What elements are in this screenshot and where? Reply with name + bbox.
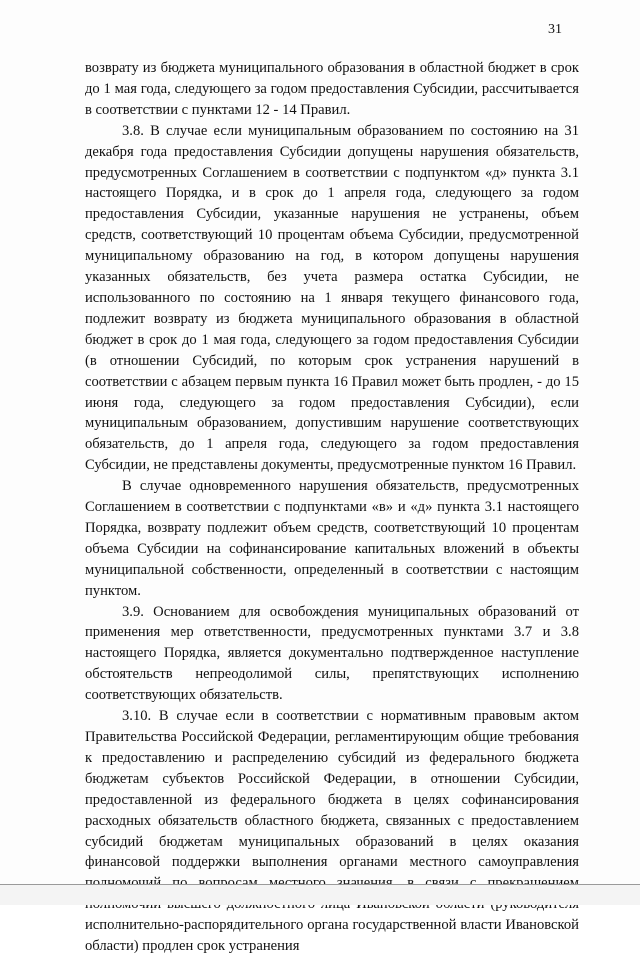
paragraph-3-10: 3.10. В случае если в соответствии с нормативным правовым актом Правительства Российской Федерации, регламентирующим общие требования к предоставлению и распределению субсидий из федерального бюджета бюджетам субъектов Российской Федерации, в отношении Субсидии, предоставленной из федерального бюджета в целях софинансирования расходных обязательств областного бюджета, связанных с предоставлением субсидий бюджетам муниципальных образований в целях оказания финансовой поддержки выполнения органами местного самоуправления исполнительно-распорядительного органа государственной власти Ивановской области) продлен срок устранения [85, 708, 579, 955]
document-body [85, 58, 579, 957]
paragraph-3-8-simultaneous: В случае одновременного нарушения обязательств, предусмотренных Соглашением в соответствии с подпунктами «в» и «д» пункта 3.1 настоящего Порядка, возврату подлежит объем средств, соответствующий 10 процентам объема Субсидии на софинансирование капитальных вложений в объекты муниципальной собственности, определенный в соответствии с настоящим пунктом. [85, 478, 579, 599]
scan-bottom-margin [0, 885, 640, 905]
paragraph-3-9: 3.9. Основанием для освобождения муниципальных образований от применения мер ответственности, предусмотренных пунктами 3.7 и 3.8 настоящего Порядка, является документально подтвержденное наступление обстоятельств непреодолимой силы, препятствующих исполнению соответствующих обязательств. [85, 603, 579, 704]
paragraph-continuation: возврату из бюджета муниципального образования в областной бюджет в срок до 1 мая года, следующего за годом предоставления Субсидии, рассчитывается в соответствии с пунктами 12 - 14 Правил. [85, 60, 579, 118]
page-number: 31 [548, 22, 562, 37]
paragraph-3-8: 3.8. В случае если муниципальным образованием по состоянию на 31 декабря года предоставления Субсидии допущены нарушения обязательств, предусмотренных Соглашением в соответствии с подпунктом «д» пункта 3.1 настоящего Порядка, и в срок до 1 апреля года, следующего за годом предоставления Субсидии, указанные нарушения не устранены, объем средств, соответствующий 10 процентам объема Субсидии, предусмотренной муниципальному образованию на год, в котором допущены нарушения указанных обязательств, без учета размера остатка Субсидии, не использованного по состоянию на 1 января текущего финансового года, подлежит возврату из бюджета муниципального образования в областной бюджет в срок до 1 мая года, следующего за годом предоставления Субсидии (в отношении Субсидий, по которым срок устранения нарушений в соответствии с абзацем первым пункта 16 Правил может быть продлен, - до 15 июня года, следующего за годом предоставления Субсидии), если муниципальным образованием, допустившим нарушение соответствующих обязательств, до 1 апреля года, следующего за годом предоставления Субсидии, не представлены документы, предусмотренные пунктом 16 Правил. [85, 122, 579, 474]
